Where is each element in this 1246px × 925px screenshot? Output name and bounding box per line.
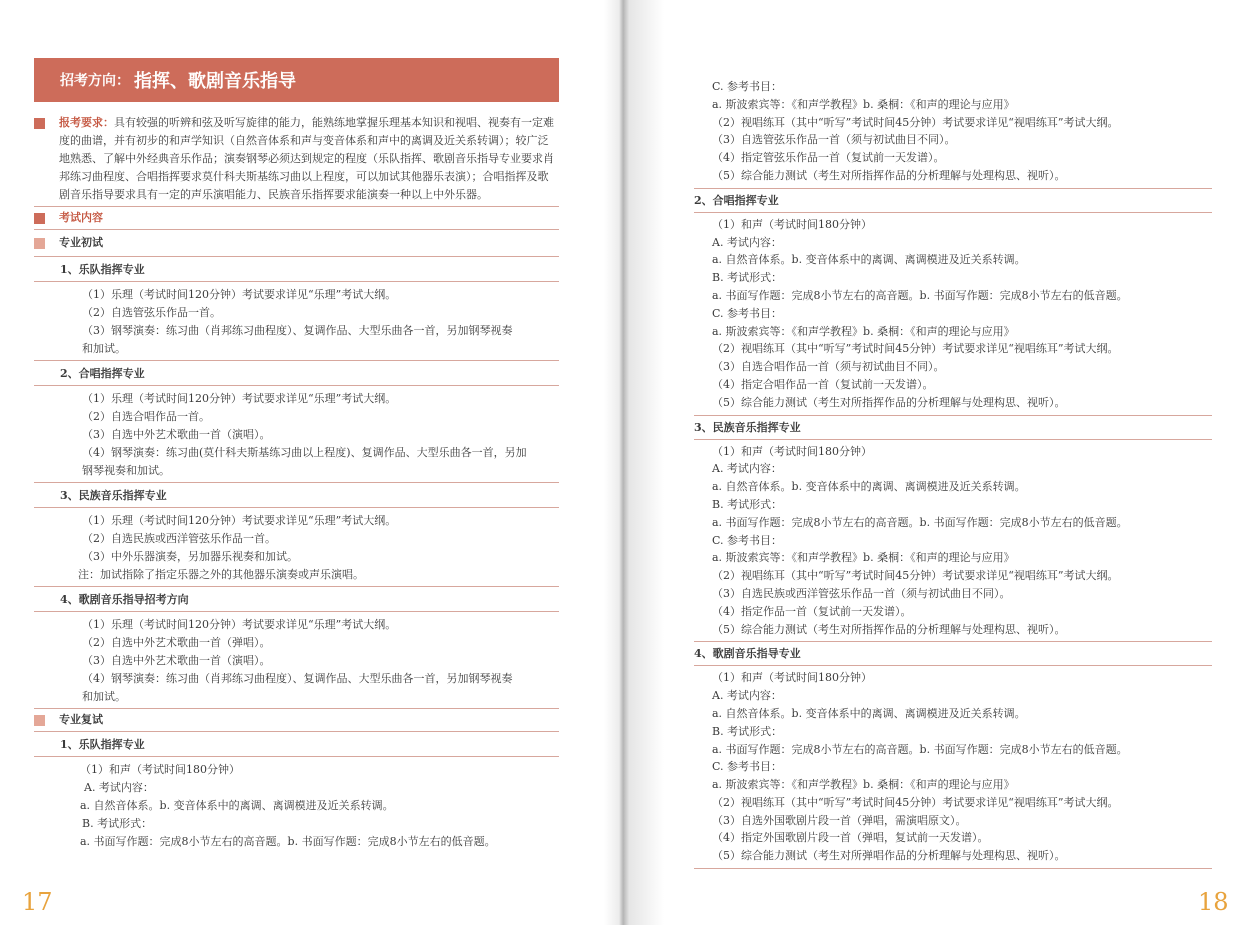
preliminary-heading [34,230,559,257]
left-page [0,0,622,925]
list-item: a. 自然音体系。b. 变音体系中的离调、离调模进及近关系转调。 [712,706,1026,720]
major-title: 3、民族音乐指挥专业 [34,483,559,508]
list-item: a. 斯波索宾等：《和声学教程》b. 桑桐：《和声的理论与应用》 [712,778,1015,792]
list-item: A. 考试内容： [712,689,782,703]
section-banner [34,58,559,102]
list-item: （4）钢琴演奏：练习曲（肖邦练习曲程度）、复调作品、大型乐曲各一首，另加钢琴视奏 [82,672,513,685]
list-item: （3）自选中外艺术歌曲一首（演唱）。 [82,654,271,667]
list-item: A. 考试内容： [712,235,782,249]
list-item: （1）乐理（考试时间120分钟）考试要求详见“乐理”考试大纲。 [82,288,397,301]
list-item: a. 斯波索宾等：《和声学教程》b. 桑桐：《和声的理论与应用》 [712,324,1015,338]
list-item: （3）自选民族或西洋管弦乐作品一首（须与初试曲目不同）。 [712,586,1011,600]
list-item: （1）乐理（考试时间120分钟）考试要求详见“乐理”考试大纲。 [82,392,397,405]
list-item: （5）综合能力测试（考生对所指挥作品的分析理解与处理构思、视听）。 [712,168,1066,182]
list-item: （4）指定外国歌剧片段一首（弹唱，复试前一天发谱）。 [712,831,989,845]
list-item: a. 自然音体系。b. 变音体系中的离调、离调模进及近关系转调。 [80,799,394,812]
retest-major-4 [694,642,1212,869]
list-item: a. 书面写作题：完成8小节左右的高音题。b. 书面写作题：完成8小节左右的低音题。 [80,835,496,848]
major-title: 3、民族音乐指挥专业 [694,416,1212,440]
list-item: a. 斯波索宾等：《和声学教程》b. 桑桐：《和声的理论与应用》 [712,97,1015,111]
left-column [34,58,559,853]
list-item: （2）视唱练耳（其中“听写”考试时间45分钟）考试要求详见“视唱练耳”考试大纲。 [712,342,1119,356]
list-item: A. 考试内容： [84,781,154,794]
list-item: （3）自选管弦乐作品一首（须与初试曲目不同）。 [712,133,956,147]
prelim-major-1 [34,257,559,361]
list-item: （1）乐理（考试时间120分钟）考试要求详见“乐理”考试大纲。 [82,618,397,631]
major-items [34,757,559,853]
list-item: a. 自然音体系。b. 变音体系中的离调、离调模进及近关系转调。 [712,480,1026,494]
list-item: B. 考试形式： [712,271,783,285]
list-item: （3）自选合唱作品一首（须与初试曲目不同）。 [712,360,945,374]
list-item: A. 考试内容： [712,462,782,476]
major-items [694,213,1212,416]
retest-major-3 [694,416,1212,643]
prelim-major-2 [34,361,559,483]
major-items [694,666,1212,869]
list-item: （2）自选合唱作品一首。 [82,410,210,423]
list-item: （3）中外乐器演奏，另加器乐视奏和加试。 [82,550,298,563]
list-item: C. 参考书目： [712,306,783,320]
list-item: C. 参考书目： [712,80,783,93]
list-item: C. 参考书目： [712,760,783,774]
exam-content-label: 考试内容 [59,211,103,224]
list-item: 和加试。 [82,342,126,355]
prelim-major-4 [34,587,559,709]
retest-heading [34,709,559,732]
major-items [34,282,559,361]
list-item: a. 书面写作题：完成8小节左右的高音题。b. 书面写作题：完成8小节左右的低音题。 [712,742,1128,756]
list-item: （2）自选民族或西洋管弦乐作品一首。 [82,532,276,545]
major-title: 4、歌剧音乐指导专业 [694,642,1212,666]
retest-label: 专业复试 [59,713,103,726]
major-title: 2、合唱指挥专业 [34,361,559,386]
list-item: a. 书面写作题：完成8小节左右的高音题。b. 书面写作题：完成8小节左右的低音题。 [712,288,1128,302]
banner-prefix: 招考方向： [60,73,130,89]
retest-major-1 [34,732,559,853]
list-item: （4）指定合唱作品一首（复试前一天发谱）。 [712,377,934,391]
list-item: B. 考试形式： [82,817,153,830]
list-item: （1）乐理（考试时间120分钟）考试要求详见“乐理”考试大纲。 [82,514,397,527]
major-items [34,612,559,709]
page-number: 18 [1198,888,1229,916]
list-item: （2）自选中外艺术歌曲一首（弹唱）。 [82,636,271,649]
list-item: （3）自选中外艺术歌曲一首（演唱）。 [82,428,271,441]
exam-content-heading [34,206,559,230]
list-item: （1）和声（考试时间180分钟） [712,217,872,231]
major-items [694,440,1212,643]
list-item: （1）和声（考试时间180分钟） [712,444,872,458]
requirement-text-wrap [59,114,559,204]
page-number: 17 [22,888,53,916]
major-title: 4、歌剧音乐指导招考方向 [34,587,559,612]
list-item: C. 参考书目： [712,533,783,547]
list-item: （2）视唱练耳（其中“听写”考试时间45分钟）考试要求详见“视唱练耳”考试大纲。 [712,115,1119,129]
major-title: 1、乐队指挥专业 [34,732,559,757]
list-item: （2）自选管弦乐作品一首。 [82,306,221,319]
right-column [694,78,1212,869]
list-item: 钢琴视奏和加试。 [82,464,170,477]
bullet-square-icon [34,715,45,726]
banner-title: 指挥、歌剧音乐指导 [134,71,296,92]
list-item: B. 考试形式： [712,724,783,738]
list-item: （1）和声（考试时间180分钟） [80,763,240,776]
list-item: a. 斯波索宾等：《和声学教程》b. 桑桐：《和声的理论与应用》 [712,551,1015,565]
list-item: （5）综合能力测试（考生对所弹唱作品的分析理解与处理构思、视听）。 [712,849,1066,863]
list-item: （4）钢琴演奏：练习曲(莫什科夫斯基练习曲以上程度)、复调作品、大型乐曲各一首，另加 [82,446,527,459]
list-item: B. 考试形式： [712,497,783,511]
requirement-block [34,114,559,204]
list-item: （3）自选外国歌剧片段一首（弹唱，需演唱原文）。 [712,813,967,827]
list-item: a. 自然音体系。b. 变音体系中的离调、离调模进及近关系转调。 [712,253,1026,267]
major-title: 1、乐队指挥专业 [34,257,559,282]
list-item: （2）视唱练耳（其中“听写”考试时间45分钟）考试要求详见“视唱练耳”考试大纲。 [712,795,1119,809]
bullet-square-icon [34,118,45,129]
major-title: 2、合唱指挥专业 [694,189,1212,213]
major-items [34,508,559,587]
list-item: （1）和声（考试时间180分钟） [712,671,872,685]
list-item: （4）指定管弦乐作品一首（复试前一天发谱）。 [712,151,945,165]
preliminary-label: 专业初试 [59,236,103,249]
list-item: a. 书面写作题：完成8小节左右的高音题。b. 书面写作题：完成8小节左右的低音题。 [712,515,1128,529]
major-items [34,386,559,483]
list-item: （2）视唱练耳（其中“听写”考试时间45分钟）考试要求详见“视唱练耳”考试大纲。 [712,569,1119,583]
requirement-text: 具有较强的听辨和弦及听写旋律的能力，能熟练地掌握乐理基本知识和视唱、视奏有一定难度的曲谱，并有初步的和声学知识（自然音体系和声与变音体系和声中的离调及近关系转调）；较广泛地熟悉、了解中外经典音乐作品；演奏钢琴必须达到规定的程度（乐队指挥、歌剧音乐指导专业要求肖邦练习曲程度、合唱指挥要求莫什科夫斯基练习曲以上程度，可以加试其他器乐表演）；合唱指挥及歌剧音乐指导要求具有一定的声乐演唱能力、民族音乐指挥要求能演奏一种以上中外乐器。 [59,116,554,201]
list-item: 和加试。 [82,690,126,703]
list-item: 注：加试指除了指定乐器之外的其他器乐演奏或声乐演唱。 [78,568,364,581]
retest-major-2 [694,189,1212,416]
list-item: （4）指定作品一首（复试前一天发谱）。 [712,604,912,618]
continued-items [694,78,1212,189]
list-item: （5）综合能力测试（考生对所指挥作品的分析理解与处理构思、视听）。 [712,622,1066,636]
right-page [622,0,1246,925]
list-item: （3）钢琴演奏：练习曲（肖邦练习曲程度）、复调作品、大型乐曲各一首，另加钢琴视奏 [82,324,513,337]
bullet-square-icon [34,238,45,249]
bullet-square-icon [34,213,45,224]
list-item: （5）综合能力测试（考生对所指挥作品的分析理解与处理构思、视听）。 [712,395,1066,409]
requirement-label: 报考要求： [59,116,114,129]
prelim-major-3 [34,483,559,587]
